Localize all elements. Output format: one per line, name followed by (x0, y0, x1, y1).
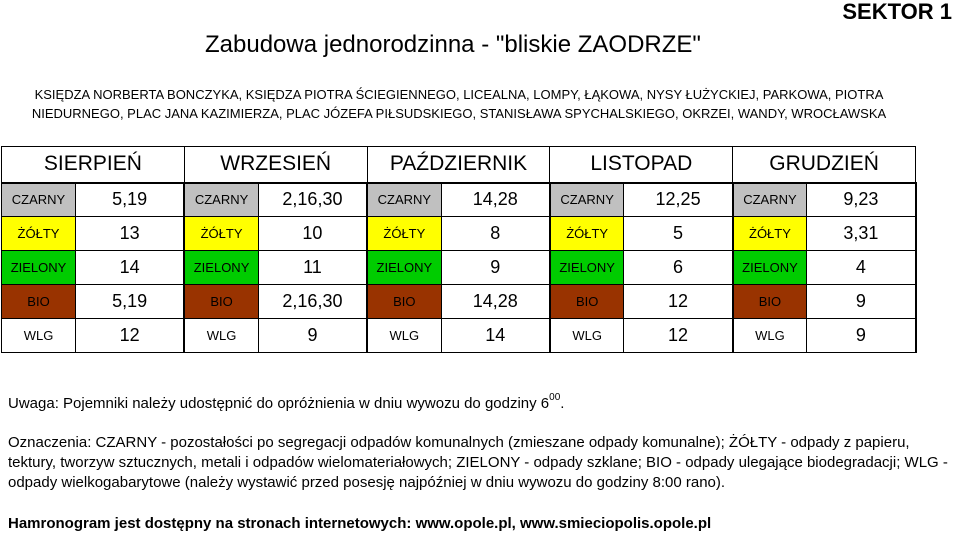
waste-type-label: BIO (184, 285, 258, 319)
pickup-note-minutes: 00 (549, 392, 561, 403)
pickup-days: 12,25 (624, 183, 733, 217)
pickup-days: 14,28 (441, 285, 550, 319)
month-header: WRZESIEŃ (184, 147, 367, 183)
pickup-days: 13 (76, 217, 185, 251)
schedule-body (2, 147, 916, 353)
waste-type-label: ZIELONY (2, 251, 76, 285)
waste-row-zielony (2, 251, 916, 285)
pickup-days: 12 (76, 319, 185, 353)
waste-type-label: BIO (550, 285, 624, 319)
pickup-days: 9 (258, 319, 367, 353)
waste-row-wlg (2, 319, 916, 353)
pickup-days: 5,19 (76, 285, 185, 319)
pickup-days: 6 (624, 251, 733, 285)
pickup-days: 9 (807, 285, 916, 319)
pickup-days: 12 (624, 285, 733, 319)
waste-type-label: ŻÓŁTY (733, 217, 807, 251)
schedule-table (1, 146, 917, 353)
footer-text: Hamronogram jest dostępny na stronach internetowych: www.opole.pl, www.smieciopolis.opole.pl (8, 515, 712, 532)
pickup-days: 8 (441, 217, 550, 251)
waste-type-label: ZIELONY (733, 251, 807, 285)
sector-label: SEKTOR 1 (842, 0, 952, 24)
waste-type-label: ŻÓŁTY (184, 217, 258, 251)
waste-type-label: CZARNY (2, 183, 76, 217)
pickup-days: 14 (76, 251, 185, 285)
waste-type-label: ZIELONY (184, 251, 258, 285)
waste-type-label: BIO (2, 285, 76, 319)
month-header: PAŹDZIERNIK (367, 147, 550, 183)
pickup-days: 14 (441, 319, 550, 353)
waste-type-label: CZARNY (367, 183, 441, 217)
waste-type-label: ŻÓŁTY (367, 217, 441, 251)
month-header: SIERPIEŃ (2, 147, 185, 183)
waste-row-czarny (2, 183, 916, 217)
pickup-days: 12 (624, 319, 733, 353)
waste-type-label: WLG (367, 319, 441, 353)
waste-type-label: WLG (2, 319, 76, 353)
pickup-days: 5 (624, 217, 733, 251)
pickup-days: 3,31 (807, 217, 916, 251)
page-title: Zabudowa jednorodzinna - "bliskie ZAODRZE" (205, 31, 701, 58)
month-header: GRUDZIEŃ (733, 147, 916, 183)
pickup-days: 2,16,30 (258, 285, 367, 319)
waste-row-bio (2, 285, 916, 319)
pickup-days: 14,28 (441, 183, 550, 217)
pickup-note (8, 394, 564, 414)
waste-row-zolty (2, 217, 916, 251)
waste-type-label: BIO (733, 285, 807, 319)
pickup-days: 9,23 (807, 183, 916, 217)
pickup-days: 5,19 (76, 183, 185, 217)
pickup-note-text: Uwaga: Pojemniki należy udostępnić do opróżnienia w dniu wywozu do godziny 6 (8, 395, 550, 412)
waste-type-label: ŻÓŁTY (2, 217, 76, 251)
waste-type-label: BIO (367, 285, 441, 319)
waste-type-label: CZARNY (733, 183, 807, 217)
waste-type-label: WLG (550, 319, 624, 353)
pickup-days: 9 (441, 251, 550, 285)
street-list: KSIĘDZA NORBERTA BONCZYKA, KSIĘDZA PIOTRA ŚCIEGIENNEGO, LICEALNA, LOMPY, ŁĄKOWA, NYSY ŁUŻYCKIEJ, PARKOWA, PIOTRA NIEDURNEGO, PLAC JANA KAZIMIERZA, PLAC JÓZEFA PIŁSUDSKIEGO, STANISŁAWA SPYCHALSKIEGO, OKRZEI, WANDY, WROCŁAWSKA (31, 87, 887, 121)
waste-type-label: ŻÓŁTY (550, 217, 624, 251)
waste-type-label: CZARNY (550, 183, 624, 217)
waste-type-label: CZARNY (184, 183, 258, 217)
pickup-days: 10 (258, 217, 367, 251)
pickup-days: 2,16,30 (258, 183, 367, 217)
pickup-days: 9 (807, 319, 916, 353)
waste-type-label: WLG (733, 319, 807, 353)
pickup-note-end: . (560, 395, 565, 412)
waste-type-label: WLG (184, 319, 258, 353)
waste-type-label: ZIELONY (367, 251, 441, 285)
month-header: LISTOPAD (550, 147, 733, 183)
legend-text: Oznaczenia: CZARNY - pozostałości po segregacji odpadów komunalnych (zmieszane odpady komunalne); ŻÓŁTY - odpady z papieru, tektury, tworzyw sztucznych, metali i odpadów wielomateriałowych; ZIELONY - odpady szklane; BIO - odpady ulegające biodegradacji; WLG - odpady wielkogabarytowe (należy wystawić przed posesję najpóźniej w dniu wywozu do godziny 8:00 rano). (8, 434, 948, 492)
month-header-row (2, 147, 916, 183)
pickup-days: 4 (807, 251, 916, 285)
waste-type-label: ZIELONY (550, 251, 624, 285)
pickup-days: 11 (258, 251, 367, 285)
